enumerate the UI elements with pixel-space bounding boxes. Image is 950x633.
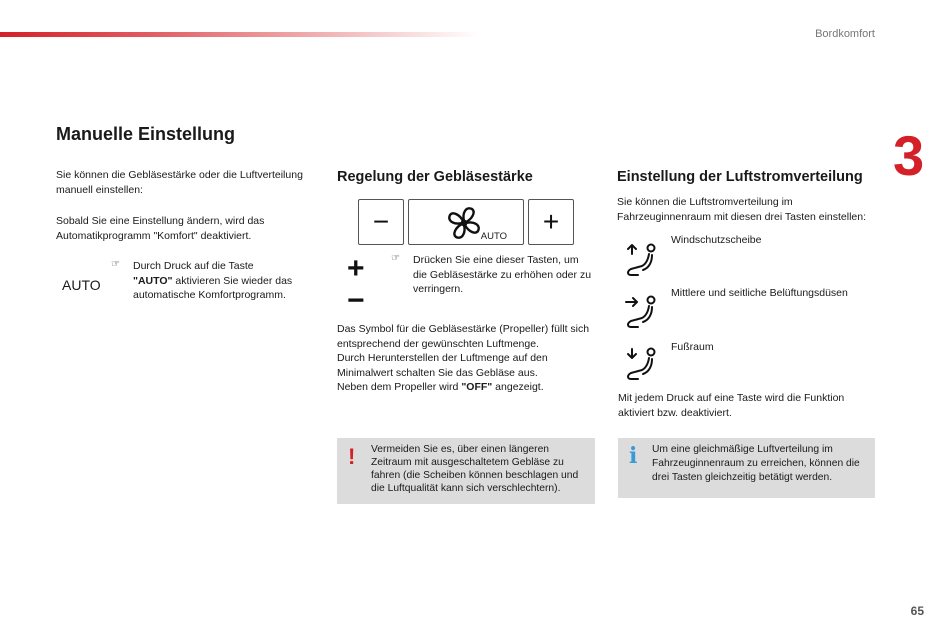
- text-line: [337, 380, 589, 395]
- middle-paragraph-2: [337, 322, 589, 395]
- text-fragment: angezeigt.: [492, 381, 544, 393]
- pointing-hand-icon: ☞: [391, 253, 400, 264]
- text-line: Vermeiden Sie es, über einen längeren: [371, 444, 550, 455]
- text-fragment: Neben dem Propeller wird: [337, 381, 462, 393]
- warning-text: [371, 443, 578, 495]
- airflow-item-vents: Mittlere und seitliche Belüftungsdüsen: [671, 287, 848, 299]
- text-line: Zeitraum mit ausgeschaltetem Gebläse zu: [371, 457, 564, 468]
- fan-decrease-button: [358, 199, 404, 245]
- off-keyword: "OFF": [461, 381, 493, 393]
- auto-button-label: AUTO: [62, 277, 101, 293]
- right-paragraph-2: [618, 391, 844, 420]
- right-paragraph-1: [617, 195, 866, 224]
- fan-auto-label: AUTO: [480, 231, 507, 242]
- info-icon: i: [629, 443, 638, 469]
- left-paragraph-1: [56, 168, 303, 197]
- text-line: Sie können die Luftstromverteilung im: [617, 196, 793, 208]
- text-line: Drücken Sie eine dieser Tasten, um: [413, 254, 579, 266]
- airflow-item-footwell: Fußraum: [671, 341, 714, 353]
- text-line: Durch Druck auf die Taste: [133, 260, 254, 272]
- text-line: Durch Herunterstellen der Luftmenge auf den: [337, 352, 548, 364]
- fan-increase-button: [528, 199, 574, 245]
- auto-keyword: "AUTO": [133, 274, 173, 287]
- left-paragraph-2: [56, 214, 264, 243]
- page-title: Manuelle Einstellung: [56, 124, 236, 144]
- left-paragraph-3: [133, 259, 292, 303]
- middle-paragraph-1: [413, 253, 591, 297]
- warning-icon: !: [348, 444, 356, 469]
- text-fragment: aktivieren Sie wieder das: [172, 274, 293, 287]
- text-line: die Luftqualität kann sich verschlechtern).: [371, 483, 561, 494]
- text-line: Sobald Sie eine Einstellung ändern, wird das: [56, 215, 265, 227]
- header-accent-bar: [0, 32, 480, 37]
- footwell-airflow-icon: [622, 346, 662, 386]
- minus-icon: −: [372, 206, 390, 237]
- fan-display-button: [408, 199, 524, 245]
- minus-icon: −: [347, 284, 365, 317]
- center-vents-airflow-icon: [622, 294, 662, 334]
- text-line: Fahrzeuginnenraum zu erreichen, können die: [652, 458, 860, 469]
- plus-icon: +: [347, 252, 365, 285]
- fan-icon: [445, 204, 483, 242]
- airflow-heading: Einstellung der Luftstromverteilung: [617, 169, 863, 185]
- text-line: aktiviert bzw. deaktiviert.: [618, 406, 732, 419]
- page-number: 65: [910, 604, 924, 618]
- text-line: drei Tasten gleichzeitig betätigt werden.: [652, 472, 833, 483]
- text-line: Automatikprogramm "Komfort" deaktiviert.: [56, 229, 252, 242]
- text-line: [133, 274, 292, 289]
- text-line: Mit jedem Druck auf eine Taste wird die Funktion: [618, 392, 845, 404]
- text-line: Das Symbol für die Gebläsestärke (Propeller) füllt sich: [337, 323, 590, 335]
- info-box: [618, 438, 875, 498]
- text-line: Sie können die Gebläsestärke oder die Luftverteilung: [56, 169, 303, 181]
- warning-box: [337, 438, 595, 504]
- airflow-item-windshield: Windschutzscheibe: [671, 234, 762, 246]
- pointing-hand-icon: ☞: [111, 259, 120, 270]
- text-line: verringern.: [413, 283, 464, 295]
- chapter-number: 3: [893, 124, 925, 187]
- text-line: automatische Komfortprogramm.: [133, 289, 286, 301]
- text-line: Minimalwert schalten Sie das Gebläse aus.: [337, 366, 538, 379]
- text-line: manuell einstellen:: [56, 183, 143, 196]
- info-text: [652, 443, 860, 485]
- plus-icon: +: [542, 206, 560, 237]
- windshield-airflow-icon: [622, 242, 662, 282]
- text-line: Fahrzeuginnenraum mit diesen drei Tasten einstellen:: [617, 210, 867, 223]
- text-line: Um eine gleichmäßige Luftverteilung im: [652, 444, 833, 455]
- text-line: die Gebläsestärke zu erhöhen oder zu: [413, 268, 592, 281]
- text-line: fahren (die Scheiben können beschlagen und: [371, 470, 579, 481]
- section-label: Bordkomfort: [815, 28, 875, 40]
- text-line: entsprechend der gewünschten Luftmenge.: [337, 337, 539, 350]
- fan-speed-heading: Regelung der Gebläsestärke: [337, 169, 533, 185]
